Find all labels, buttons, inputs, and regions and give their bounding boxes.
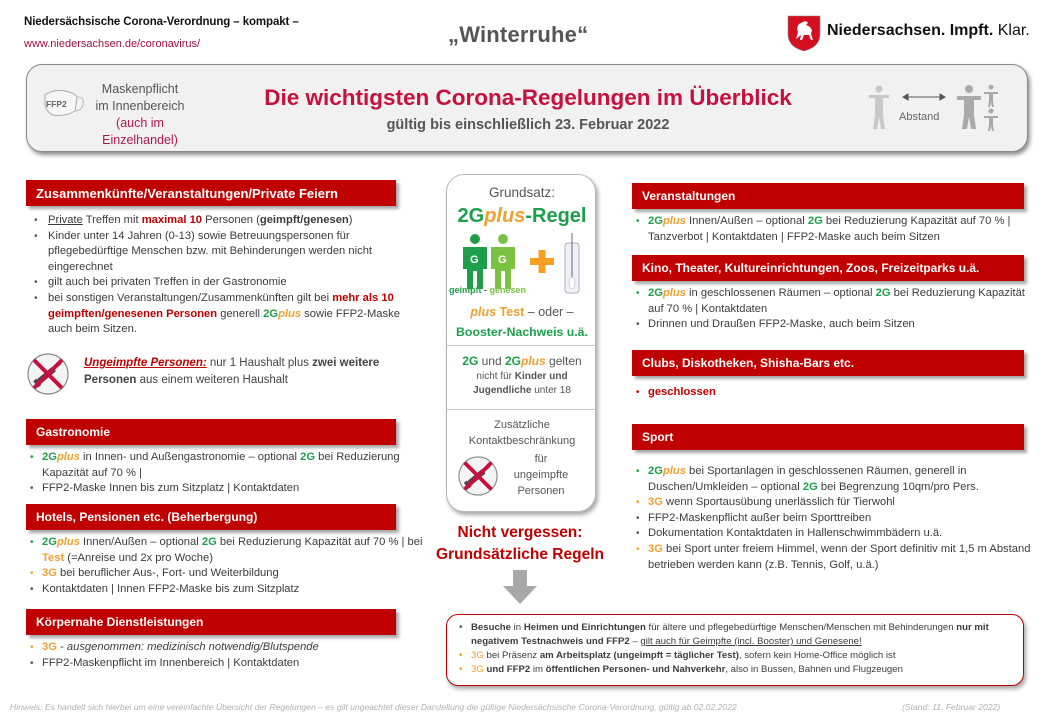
geimpft-genesen-caption: geimpft - genesen [449, 285, 527, 295]
section-header-clubs: Clubs, Diskotheken, Shisha-Bars etc. [632, 350, 1024, 376]
list-item: • FFP2-Maskenpflicht außer beim Sporttreiben [632, 511, 1032, 527]
booster-text: Booster-Nachweis u.ä. [456, 325, 588, 339]
distance-people-icon [867, 85, 1007, 135]
koerpernahe-list [26, 640, 426, 671]
footer-disclaimer: Hinweis: Es handelt sich hierbei um eine vereinfachte Übersicht der Regelungen – es gilt ungeachtet dieser Darstellung die gültige Niedersächsische Corona-Verordnung, gültig ab 02.02.2022 [10, 702, 737, 712]
kino-list [632, 286, 1032, 333]
list-item: • 2Gplus Innen/Außen – optional 2G bei Reduzierung Kapazität auf 70 % | Tanzverbot | Kontaktdaten | FFP2-Maske auch beim Sitzen [632, 214, 1032, 245]
section-header-zusammenkuenfte: Zusammenkünfte/Veranstaltungen/Private Feiern [26, 180, 396, 206]
no-vaccination-icon [457, 455, 499, 497]
list-item: • 3G und FFP2 im öffentlichen Personen- und Nahverkehr, also in Bussen, Bahnen und Flugzeugen [455, 663, 1015, 677]
slogan [827, 22, 1030, 40]
phase-title: „Winterruhe“ [448, 22, 589, 47]
reminder-heading: Nicht vergessen: Grundsätzliche Regeln [436, 524, 604, 563]
list-item: • 3G wenn Sportausübung unerlässlich für Tierwohl [632, 495, 1032, 511]
2gplus-rule-title: 2Gplus-Regel [457, 205, 587, 227]
section-header-veranstaltungen: Veranstaltungen [632, 183, 1024, 209]
list-item: • geschlossen [632, 385, 1032, 401]
list-item: • Private Treffen mit maximal 10 Personen (geimpft/genesen) [26, 213, 426, 229]
ffp2-label: FFP2 [46, 99, 67, 109]
list-item: • 3G - ausgenommen: medizinisch notwendig/Blutspende [26, 640, 426, 656]
svg-text:G: G [470, 254, 479, 266]
list-item: • bei sonstigen Veranstaltungen/Zusammenkünften gilt bei mehr als 10 geimpften/genesenen Personen generell 2Gplus sowie FFP2-Maske auch beim Sitzen. [26, 291, 426, 338]
list-item: • 3G bei Sport unter freiem Himmel, wenn der Sport definitiv mit 1,5 m Abstand betrieben werden kann (z.B. Tennis, Golf, u.ä.) [632, 542, 1032, 573]
additional-restriction-title: Zusätzliche Kontaktbeschränkung [468, 419, 576, 447]
list-item: • Kinder unter 14 Jahren (0-13) sowie Betreuungspersonen für pflegebedürftige Menschen bzw. mit Behinderungen werden nicht eingerechnet [26, 229, 426, 276]
list-item: • 2Gplus in Innen- und Außengastronomie – optional 2G bei Reduzierung Kapazität auf 70 % | [26, 450, 426, 481]
section-header-gastronomie: Gastronomie [26, 419, 396, 445]
ungeimpft-note: Ungeimpfte Personen: nur 1 Haushalt plus zwei weitere Personen aus einem weiteren Haushalt [84, 357, 380, 386]
plus-test-text: plus Test – oder – [470, 305, 574, 319]
list-item: • 3G bei Präsenz am Arbeitsplatz (ungeimpft = täglicher Test), sofern kein Home-Office möglich ist [455, 649, 1015, 663]
list-item: • Kontaktdaten | Innen FFP2-Maske bis zum Sitzplatz [26, 582, 426, 598]
no-vaccination-icon [26, 352, 70, 396]
title-banner [26, 64, 1028, 152]
list-item: • Besuche in Heimen und Einrichtungen für ältere und pflegebedürftige Menschen/Menschen mit Behinderungen nur mit negativem Testnachweis und FFP2 – gilt auch für Geimpfte (incl. Booster) und Genesene! [455, 621, 1015, 649]
slogan-klar: Klar. [997, 22, 1030, 39]
list-item: • Drinnen und Draußen FFP2-Maske, auch beim Sitzen [632, 317, 1032, 333]
niedersachsen-horse-logo-icon [784, 14, 824, 52]
arrow-down-icon [503, 570, 537, 604]
plus-icon [530, 250, 554, 273]
main-title: Die wichtigsten Corona-Regelungen im Überblick [264, 85, 792, 110]
list-item: • 2Gplus Innen/Außen – optional 2G bei Reduzierung Kapazität auf 70 % | bei Test (=Anreise und 2x pro Woche) [26, 535, 426, 566]
list-item: • 2Gplus in geschlossenen Räumen – optional 2G bei Reduzierung Kapazität auf 70 % | Kontaktdaten [632, 286, 1032, 317]
general-rules-list [455, 621, 1015, 677]
sport-list [632, 464, 1032, 573]
list-item: • FFP2-Maske Innen bis zum Sitzplatz | Kontaktdaten [26, 481, 426, 497]
section-header-kino: Kino, Theater, Kultureinrichtungen, Zoos, Freizeitparks u.ä. [632, 255, 1024, 281]
list-item: • 2Gplus bei Sportanlagen in geschlossenen Räumen, generell in Duschen/Umkleiden – optional 2G bei Begrenzung 10qm/pro Pers. [632, 464, 1032, 495]
list-item: • Dokumentation Kontaktdaten in Hallenschwimmbädern u.ä. [632, 526, 1032, 542]
2g-note: 2G und 2Gplus gelten [462, 354, 582, 368]
section-header-sport: Sport [632, 424, 1024, 450]
divider [447, 345, 595, 346]
website-link[interactable]: www.niedersachsen.de/coronavirus/ [24, 38, 201, 50]
validity-subtitle: gültig bis einschließlich 23. Februar 2022 [386, 117, 670, 133]
list-item: • gilt auch bei privaten Treffen in der Gastronomie [26, 275, 426, 291]
hotels-list [26, 535, 426, 597]
grundsatz-box [446, 174, 596, 512]
mask-line-2: im Innenbereich [95, 99, 185, 113]
grundsatz-label: Grundsatz: [488, 185, 556, 200]
footer-date: (Stand: 11. Februar 2022) [902, 702, 1001, 712]
unvaccinated-persons-text: für ungeimpfte Personen [513, 453, 569, 497]
gastronomie-list [26, 450, 426, 497]
mask-line-3: (auch im Einzelhandel) [102, 116, 178, 147]
svg-text:G: G [498, 254, 507, 266]
general-rules-box [446, 614, 1024, 686]
list-item: • FFP2-Maskenpflicht im Innenbereich | Kontaktdaten [26, 656, 426, 672]
section-header-koerpernahe: Körpernahe Dienstleistungen [26, 609, 396, 635]
2g-note-children: nicht für Kinder und Jugendliche unter 18 [473, 371, 571, 396]
veranstaltungen-list [632, 214, 1032, 245]
zusammenkuenfte-list [26, 213, 426, 338]
distance-label: Abstand [899, 111, 940, 123]
section-header-hotels: Hotels, Pensionen etc. (Beherbergung) [26, 504, 396, 530]
test-swab-icon [565, 233, 579, 293]
divider [447, 409, 595, 410]
mask-line-1: Maskenpflicht [101, 82, 179, 96]
list-item: • 3G bei beruflicher Aus-, Fort- und Weiterbildung [26, 566, 426, 582]
slogan-impft: Impft. [949, 22, 994, 39]
document-title: Niedersächsische Corona-Verordnung – kompakt – [24, 16, 299, 28]
slogan-niedersachsen: Niedersachsen. [827, 22, 946, 39]
clubs-list [632, 385, 1032, 401]
